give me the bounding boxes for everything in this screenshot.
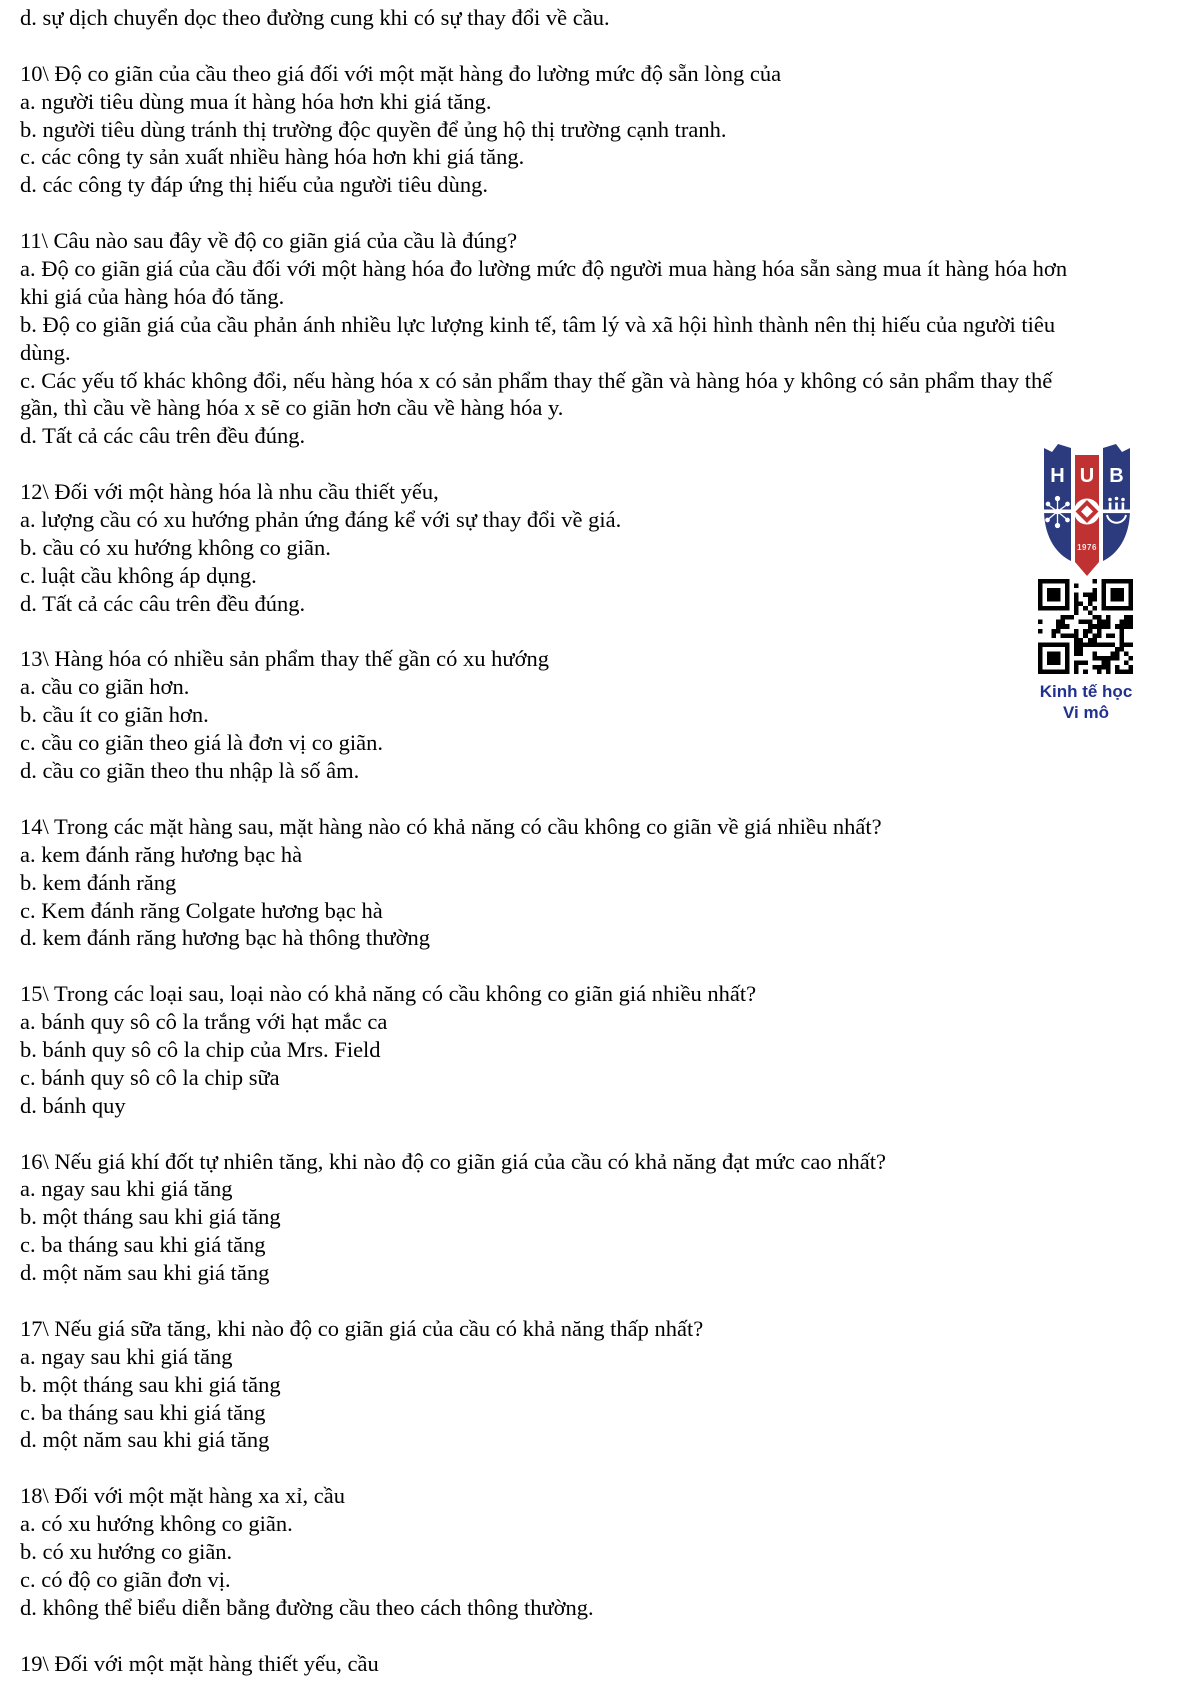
blank-line (20, 618, 1067, 646)
text-line: c. cầu co giãn theo giá là đơn vị co giãn. (20, 730, 384, 756)
text-line: d. cầu co giãn theo thu nhập là số âm. (20, 758, 360, 784)
blank-line (20, 1622, 1067, 1650)
text-line: d. không thể biểu diễn bằng đường cầu theo cách thông thường. (20, 1594, 594, 1620)
document-text (20, 4, 1067, 1677)
blank-line (20, 952, 1067, 980)
text-line: a. ngay sau khi giá tăng (20, 1176, 233, 1202)
text-line: b. Độ co giãn giá của cầu phản ánh nhiều lực lượng kinh tế, tâm lý và xã hội hình thành nên thị hiếu của người tiêu (20, 311, 1056, 337)
blank-line (20, 1120, 1067, 1148)
text-line: b. một tháng sau khi giá tăng (20, 1371, 281, 1397)
text-line: c. Kem đánh răng Colgate hương bạc hà (20, 897, 383, 923)
text-line: c. Các yếu tố khác không đổi, nếu hàng hóa x có sản phẩm thay thế gần và hàng hóa y không có sản phẩm thay thế (20, 367, 1053, 393)
coin-emblem-icon (1074, 499, 1100, 525)
text-line: a. ngay sau khi giá tăng (20, 1343, 233, 1369)
text-line: d. các công ty đáp ứng thị hiếu của người tiêu dùng. (20, 172, 489, 198)
text-line: c. có độ co giãn đơn vị. (20, 1566, 231, 1592)
text-line: b. kem đánh răng (20, 869, 177, 895)
text-line: a. kem đánh răng hương bạc hà (20, 841, 303, 867)
text-line: 13\ Hàng hóa có nhiều sản phẩm thay thế gần có xu hướng (20, 646, 549, 672)
blank-line (20, 199, 1067, 227)
text-line: 14\ Trong các mặt hàng sau, mặt hàng nào có khả năng có cầu không co giãn về giá nhiều nhất? (20, 813, 882, 839)
text-line: d. một năm sau khi giá tăng (20, 1427, 270, 1453)
text-line: 12\ Đối với một hàng hóa là nhu cầu thiết yếu, (20, 479, 439, 505)
text-line: c. bánh quy sô cô la chip sữa (20, 1064, 280, 1090)
text-line: a. lượng cầu có xu hướng phản ứng đáng kể với sự thay đổi về giá. (20, 507, 622, 533)
qr-code-icon (1038, 579, 1133, 674)
text-line: dùng. (20, 339, 71, 365)
text-line: c. ba tháng sau khi giá tăng (20, 1399, 266, 1425)
text-line: a. có xu hướng không co giãn. (20, 1511, 293, 1537)
text-line: c. các công ty sản xuất nhiều hàng hóa hơn khi giá tăng. (20, 144, 525, 170)
text-line: b. cầu có xu hướng không co giãn. (20, 534, 331, 560)
text-line: b. một tháng sau khi giá tăng (20, 1204, 281, 1230)
text-line: 11\ Câu nào sau đây về độ co giãn giá của cầu là đúng? (20, 228, 518, 254)
logo-letter-b: B (1109, 465, 1124, 487)
text-line: b. bánh quy sô cô la chip của Mrs. Field (20, 1036, 381, 1062)
text-line: khi giá của hàng hóa đó tăng. (20, 283, 285, 309)
logo-letter-u: U (1079, 465, 1095, 487)
blank-line (20, 785, 1067, 813)
text-line: d. bánh quy (20, 1092, 126, 1118)
text-line: gần, thì cầu về hàng hóa x sẽ co giãn hơn cầu về hàng hóa y. (20, 395, 564, 421)
blank-line (20, 1454, 1067, 1482)
text-line: a. cầu co giãn hơn. (20, 674, 190, 700)
hub-shield-icon (1041, 436, 1133, 578)
text-line: d. sự dịch chuyển dọc theo đường cung khi có sự thay đổi về cầu. (20, 5, 610, 30)
text-line: b. cầu ít co giãn hơn. (20, 702, 209, 728)
text-line: a. Độ co giãn giá của cầu đối với một hàng hóa đo lường mức độ người mua hàng hóa sẵn sàng mua ít hàng hóa hơn (20, 256, 1068, 282)
logo-year: 1976 (1077, 543, 1097, 552)
text-line: c. luật cầu không áp dụng. (20, 562, 257, 588)
text-line: a. người tiêu dùng mua ít hàng hóa hơn khi giá tăng. (20, 88, 492, 114)
qr-caption-line2: Vi mô (1063, 703, 1109, 722)
text-line: d. Tất cả các câu trên đều đúng. (20, 590, 306, 616)
blank-line (20, 1287, 1067, 1315)
text-line: b. có xu hướng co giãn. (20, 1538, 233, 1564)
text-line: d. một năm sau khi giá tăng (20, 1260, 270, 1286)
text-line: a. bánh quy sô cô la trắng với hạt mắc ca (20, 1009, 388, 1035)
qr-code (1038, 579, 1133, 674)
text-line: d. Tất cả các câu trên đều đúng. (20, 423, 306, 449)
text-line: d. kem đánh răng hương bạc hà thông thường (20, 925, 430, 951)
text-line: 10\ Độ co giãn của cầu theo giá đối với một mặt hàng đo lường mức độ sẵn lòng của (20, 60, 782, 86)
qr-caption (1005, 681, 1167, 723)
text-line: b. người tiêu dùng tránh thị trường độc quyền để ủng hộ thị trường cạnh tranh. (20, 116, 727, 142)
logo-letter-h: H (1050, 465, 1065, 487)
blank-line (20, 450, 1067, 478)
text-line: 17\ Nếu giá sữa tăng, khi nào độ co giãn giá của cầu có khả năng thấp nhất? (20, 1315, 704, 1341)
text-line: c. ba tháng sau khi giá tăng (20, 1232, 266, 1258)
text-line: 18\ Đối với một mặt hàng xa xỉ, cầu (20, 1483, 345, 1509)
hub-logo (1041, 436, 1133, 578)
blank-line (20, 32, 1067, 60)
qr-caption-line1: Kinh tế học (1039, 682, 1133, 701)
text-line: 16\ Nếu giá khí đốt tự nhiên tăng, khi nào độ co giãn giá của cầu có khả năng đạt mức cao nhất? (20, 1148, 886, 1174)
text-line: 19\ Đối với một mặt hàng thiết yếu, cầu (20, 1650, 379, 1676)
text-line: 15\ Trong các loại sau, loại nào có khả năng có cầu không co giãn giá nhiều nhất? (20, 981, 757, 1007)
